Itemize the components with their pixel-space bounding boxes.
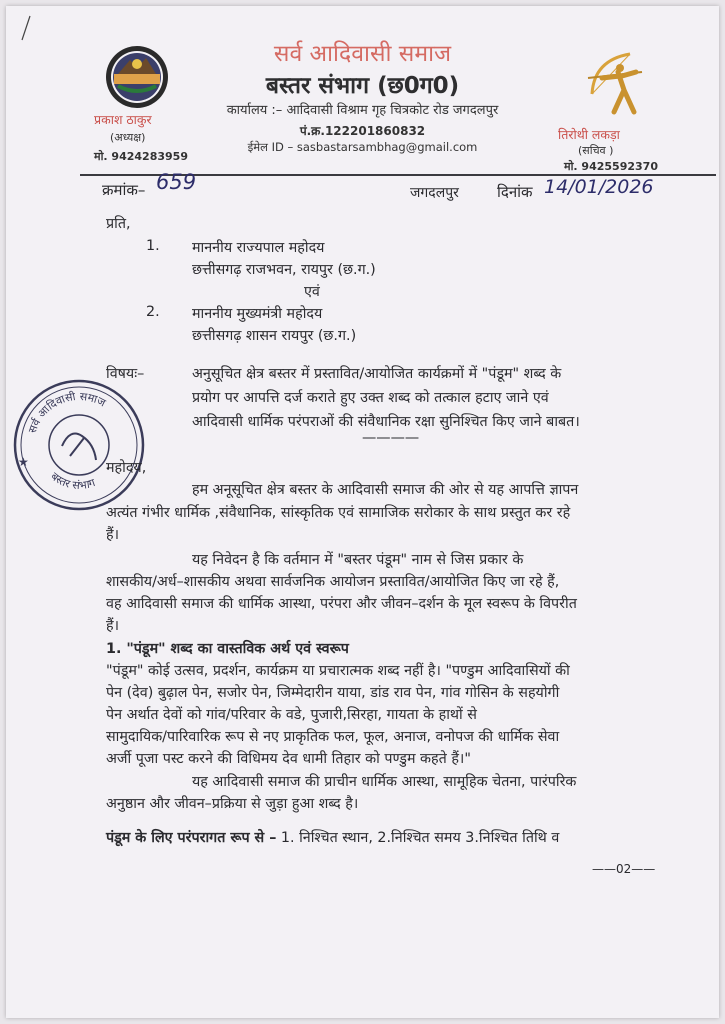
subject-line3: आदिवासी धार्मिक परंपराओं की संवैधानिक रक्षा सुनिश्चित किए जाने बाबत। — [192, 414, 580, 430]
para3-line3: पेन अर्थात देवों को गांव/परिवार के वडे, पुजारी,सिरहा, गायता के हाथों से — [106, 707, 477, 723]
recipient-1-number: 1. — [146, 238, 160, 254]
page-number: ——02—— — [592, 862, 656, 876]
ref-label: क्रमांक– — [102, 181, 146, 199]
recipient-2-line1: माननीय मुख्यमंत्री महोदय — [192, 306, 323, 322]
president-phone: मो. 9424283959 — [94, 150, 188, 163]
para2-line3: वह आदिवासी समाज की धार्मिक आस्था, परंपरा और जीवन–दर्शन के मूल स्वरूप के विपरीत — [106, 596, 577, 612]
secretary-phone: मो. 9425592370 — [564, 160, 658, 173]
para5-rest: 1. निश्चित स्थान, 2.निश्चित समय 3.निश्चित तिथि व — [276, 830, 560, 846]
president-name: प्रकाश ठाकुर — [94, 112, 152, 127]
city: जगदलपुर — [410, 185, 459, 201]
secretary-name: तिरोथी लकड़ा — [558, 127, 620, 142]
subject-line1: अनुसूचित क्षेत्र बस्तर में प्रस्तावित/आयोजित कार्यक्रमों में "पंडूम" शब्द के — [192, 366, 562, 382]
para5-bold: पंडूम के लिए परंपरागत रूप से – — [106, 830, 277, 846]
para3-line5: अर्जी पूजा पस्ट करने की विधिमय देव धामी तिहार को पण्डुम कहते हैं।" — [106, 751, 471, 767]
ref-number: 659 — [156, 170, 197, 194]
recipient-1-line2: छत्तीसगढ़ राजभवन, रायपुर (छ.ग.) — [192, 262, 376, 278]
para2-line4: हैं। — [106, 618, 120, 634]
recipient-1-line1: माननीय राज्यपाल महोदय — [192, 240, 325, 256]
para2-line2: शासकीय/अर्ध–शासकीय अथवा सार्वजनिक आयोजन प्रस्तावित/आयोजित किए जा रहे हैं, — [106, 574, 560, 590]
division-name: बस्तर संभाग (छ0ग0) — [265, 73, 460, 99]
letter-page — [6, 6, 719, 1018]
office-address: कार्यालय :– आदिवासी विश्राम गृह चित्रकोट रोड जगदलपुर — [226, 103, 499, 118]
date-value: 14/01/2026 — [544, 176, 654, 198]
subject-label: विषयः– — [106, 366, 145, 382]
seal-icon — [10, 376, 148, 514]
section-heading-1: 1. "पंडूम" शब्द का वास्तविक अर्थ एवं स्वरूप — [106, 641, 349, 657]
registration-number: पं.क्र.122201860832 — [299, 124, 426, 138]
salutation: महोदय, — [106, 460, 147, 476]
para1-line2: अत्यंत गंभीर धार्मिक ,संवैधानिक, सांस्कृतिक एवं सामाजिक सरोकार के साथ प्रस्तुत कर रहे — [106, 505, 571, 521]
recipient-2-line2: छत्तीसगढ़ शासन रायपुर (छ.ग.) — [192, 328, 357, 344]
address-and: एवं — [304, 284, 320, 300]
stamp-bottom-text: बस्तर संभाग — [48, 469, 97, 493]
org-name: सर्व आदिवासी समाज — [273, 41, 452, 67]
svg-text:★: ★ — [18, 455, 29, 469]
email-address: ईमेल ID – sasbastarsambhag@gmail.com — [247, 140, 478, 154]
secretary-role: (सचिव ) — [578, 144, 614, 157]
para1-line1: हम अनूसूचित क्षेत्र बस्तर के आदिवासी समाज की ओर से यह आपत्ति ज्ञापन — [192, 482, 579, 498]
para3-line2: पेन (देव) बुढ़ाल पेन, सजोर पेन, जिम्मेदारीन याया, डांड राव पेन, गांव गोसिन के सहयोगी — [106, 685, 560, 701]
para2-line1: यह निवेदन है कि वर्तमान में "बस्तर पंडूम" नाम से जिस प्रकार के — [192, 552, 524, 568]
recipient-2-number: 2. — [146, 304, 160, 320]
para4-line1: यह आदिवासी समाज की प्राचीन धार्मिक आस्था, सामूहिक चेतना, पारंपरिक — [192, 774, 577, 790]
para3-line1: "पंडूम" कोई उत्सव, प्रदर्शन, कार्यक्रम या प्रचारात्मक शब्द नहीं है। "पण्डुम आदिवासियों की — [106, 663, 570, 679]
stamp-top-text: सर्व आदिवासी समाज — [25, 389, 108, 435]
subject-dash: ———— — [362, 430, 420, 446]
para4-line2: अनुष्ठान और जीवन–प्रक्रिया से जुड़ा हुआ शब्द है। — [106, 796, 359, 812]
para5 — [106, 828, 559, 847]
prati: प्रति, — [106, 216, 131, 232]
para1-line3: हैं। — [106, 527, 120, 543]
para3-line4: सामुदायिक/पारिवारिक रूप से नए प्राकृतिक फल, फूल, अनाज, वनोपज की धार्मिक सेवा — [106, 729, 560, 745]
subject-line2: प्रयोग पर आपत्ति दर्ज कराते हुए उक्त शब्द को तत्काल हटाए जाने एवं — [192, 390, 549, 406]
president-role: (अध्यक्ष) — [110, 131, 146, 144]
date-label: दिनांक — [497, 183, 533, 201]
